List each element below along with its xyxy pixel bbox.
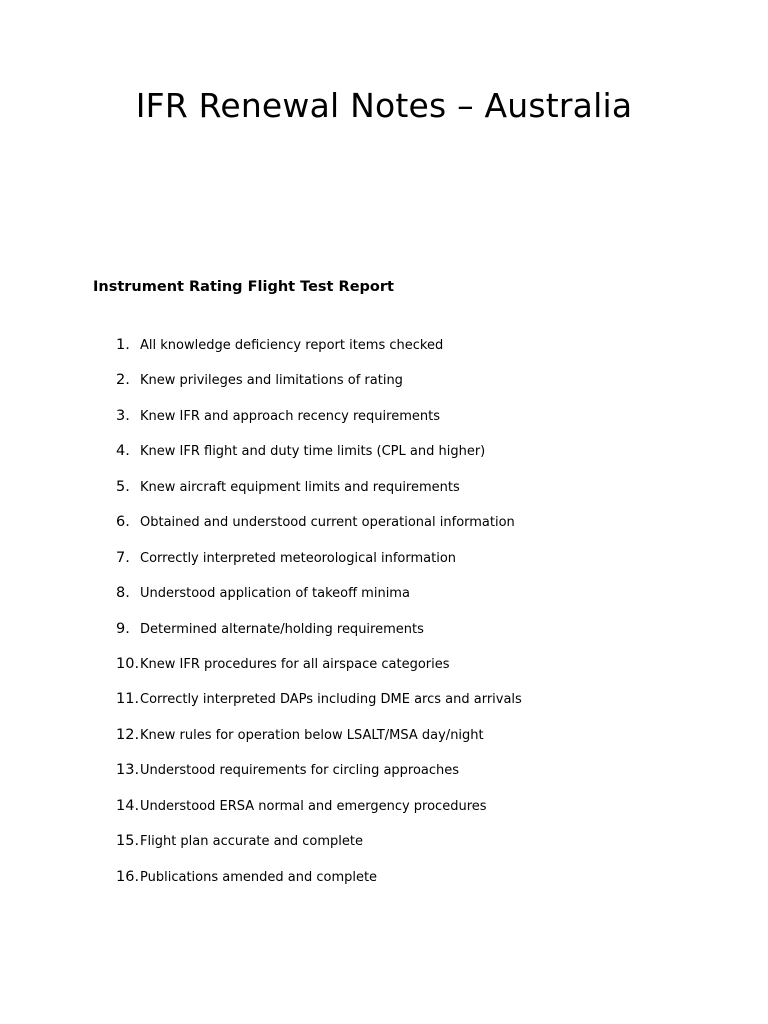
item-number: 6. bbox=[116, 514, 130, 531]
item-text: Knew aircraft equipment limits and requirements bbox=[140, 479, 460, 495]
item-text: Knew IFR flight and duty time limits (CPL and higher) bbox=[140, 444, 486, 460]
item-text: Knew IFR and approach recency requirements bbox=[140, 408, 440, 424]
checklist-item bbox=[0, 336, 700, 371]
item-text: Understood ERSA normal and emergency procedures bbox=[140, 798, 487, 814]
checklist-item bbox=[0, 832, 700, 867]
section-heading: Instrument Rating Flight Test Report bbox=[93, 279, 394, 295]
item-text: Obtained and understood current operational information bbox=[140, 515, 515, 531]
checklist-item bbox=[0, 584, 700, 619]
item-number: 5. bbox=[116, 478, 130, 495]
item-number: 13. bbox=[116, 762, 140, 779]
item-text: All knowledge deficiency report items checked bbox=[140, 338, 444, 353]
checklist-item bbox=[0, 797, 700, 832]
checklist-item bbox=[0, 407, 700, 442]
item-text: Correctly interpreted DAPs including DME arcs and arrivals bbox=[140, 692, 522, 708]
item-number: 15. bbox=[116, 833, 140, 850]
checklist-item bbox=[0, 478, 700, 513]
item-number: 9. bbox=[116, 620, 130, 637]
item-number: 12. bbox=[116, 726, 140, 743]
item-number: 8. bbox=[116, 585, 130, 602]
checklist-item bbox=[0, 371, 700, 406]
item-text: Flight plan accurate and complete bbox=[140, 834, 363, 850]
item-text: Knew privileges and limitations of rating bbox=[140, 373, 403, 389]
item-number: 2. bbox=[116, 372, 130, 389]
item-text: Determined alternate/holding requirements bbox=[140, 621, 424, 637]
checklist bbox=[0, 336, 700, 903]
checklist-item bbox=[0, 513, 700, 548]
checklist-item bbox=[0, 868, 700, 903]
item-text: Knew rules for operation below LSALT/MSA day/night bbox=[140, 727, 484, 743]
checklist-item bbox=[0, 726, 700, 761]
checklist-item bbox=[0, 620, 700, 655]
item-number: 1. bbox=[116, 337, 130, 353]
item-number: 3. bbox=[116, 407, 130, 424]
item-number: 11. bbox=[116, 691, 140, 708]
item-text: Understood requirements for circling approaches bbox=[140, 763, 460, 779]
item-number: 7. bbox=[116, 549, 130, 566]
document-title: IFR Renewal Notes – Australia bbox=[135, 86, 633, 125]
checklist-item bbox=[0, 655, 700, 690]
item-text: Knew IFR procedures for all airspace categories bbox=[140, 656, 450, 672]
checklist-item bbox=[0, 761, 700, 796]
item-number: 4. bbox=[116, 443, 130, 460]
item-text: Publications amended and complete bbox=[140, 869, 378, 885]
item-number: 16. bbox=[116, 868, 140, 885]
item-text: Correctly interpreted meteorological information bbox=[140, 550, 457, 566]
item-number: 14. bbox=[116, 797, 140, 814]
item-number: 10. bbox=[116, 655, 140, 672]
item-text: Understood application of takeoff minima bbox=[140, 586, 410, 602]
checklist-item bbox=[0, 549, 700, 584]
checklist-item bbox=[0, 690, 700, 725]
checklist-item bbox=[0, 442, 700, 477]
